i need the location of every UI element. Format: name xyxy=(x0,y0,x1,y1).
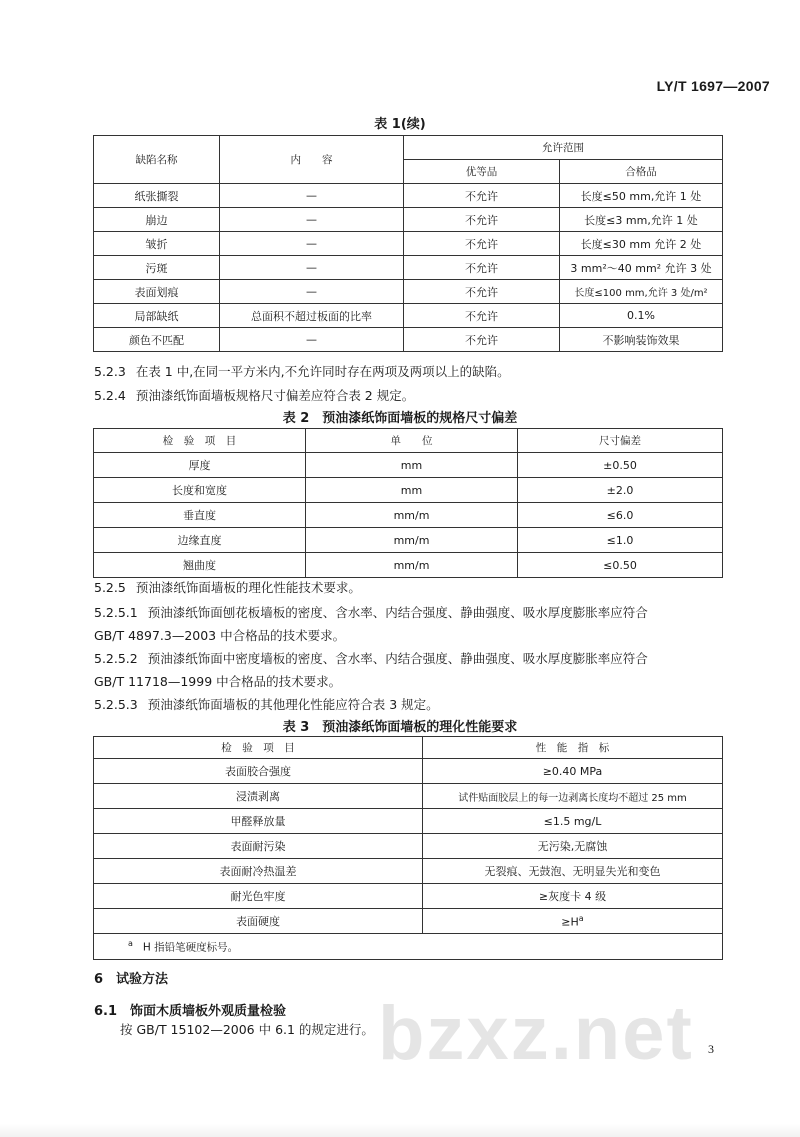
indicator-cell: ≤1.5 mg/L xyxy=(423,809,723,834)
clause-number: 5.2.4 xyxy=(94,388,126,403)
defect-name-cell: 局部缺纸 xyxy=(94,304,220,328)
premium-cell: 不允许 xyxy=(404,256,560,280)
table1-col-allowed-range: 允许范围 xyxy=(404,136,723,160)
table1 xyxy=(93,135,723,352)
deviation-cell: ≤0.50 xyxy=(518,553,723,578)
content-cell: — xyxy=(220,280,404,304)
table-row xyxy=(94,784,723,809)
table3-col-item: 检 验 项 目 xyxy=(94,737,423,759)
table3-caption: 表 3 预油漆纸饰面墙板的理化性能要求 xyxy=(282,720,518,735)
item-cell: 浸渍剥离 xyxy=(94,784,423,809)
clause-5-2-5 xyxy=(94,576,730,600)
table-row xyxy=(94,280,723,304)
item-cell: 垂直度 xyxy=(94,503,306,528)
table2-caption: 表 2 预油漆纸饰面墙板的规格尺寸偏差 xyxy=(282,411,518,426)
qualified-cell: 长度≤3 mm,允许 1 处 xyxy=(560,208,723,232)
indicator-value: ≥H xyxy=(561,915,579,929)
content-cell: — xyxy=(220,208,404,232)
clause-text: 预油漆纸饰面墙板的其他理化性能应符合表 3 规定。 xyxy=(147,697,439,712)
unit-cell: mm/m xyxy=(306,503,518,528)
qualified-cell: 长度≤100 mm,允许 3 处/m² xyxy=(560,280,723,304)
table-row xyxy=(94,208,723,232)
table-row xyxy=(94,553,723,578)
table2-col-deviation: 尺寸偏差 xyxy=(518,429,723,453)
table1-caption: 表 1(续) xyxy=(374,117,426,132)
deviation-cell: ≤1.0 xyxy=(518,528,723,553)
table-row xyxy=(94,328,723,352)
clause-text: 预油漆纸饰面墙板的理化性能技术要求。 xyxy=(135,580,361,595)
table1-col-content: 内 容 xyxy=(220,136,404,184)
clause-5-2-5-2-cont: GB/T 11718—1999 中合格品的技术要求。 xyxy=(94,674,342,689)
table1-col-defect-name: 缺陷名称 xyxy=(94,136,220,184)
item-cell: 甲醛释放量 xyxy=(94,809,423,834)
qualified-cell: 3 mm²～40 mm² 允许 3 处 xyxy=(560,256,723,280)
clause-text-line1: 预油漆纸饰面中密度墙板的密度、含水率、内结合强度、静曲强度、吸水厚度膨胀率应符合 xyxy=(147,651,648,666)
content-cell: — xyxy=(220,184,404,208)
table2-col-item: 检 验 项 目 xyxy=(94,429,306,453)
indicator-cell: 无裂痕、无鼓泡、无明显失光和变色 xyxy=(423,859,723,884)
content-cell: — xyxy=(220,232,404,256)
table2-col-unit: 单 位 xyxy=(306,429,518,453)
premium-cell: 不允许 xyxy=(404,328,560,352)
premium-cell: 不允许 xyxy=(404,280,560,304)
qualified-cell: 长度≤30 mm 允许 2 处 xyxy=(560,232,723,256)
unit-cell: mm xyxy=(306,453,518,478)
item-cell: 厚度 xyxy=(94,453,306,478)
section-6-title: 6 试验方法 xyxy=(94,972,169,987)
item-cell: 表面硬度 xyxy=(94,909,423,934)
table-row xyxy=(94,184,723,208)
table-footnote-row xyxy=(94,934,723,960)
table-row xyxy=(94,909,723,934)
watermark: bzxz.net xyxy=(378,991,694,1076)
indicator-cell: 试件贴面胶层上的每一边剥离长度均不超过 25 mm xyxy=(423,784,723,809)
qualified-cell: 长度≤50 mm,允许 1 处 xyxy=(560,184,723,208)
table-row xyxy=(94,809,723,834)
standard-code: LY/T 1697—2007 xyxy=(656,78,770,94)
table-row xyxy=(94,232,723,256)
clause-5-2-5-1-cont: GB/T 4897.3—2003 中合格品的技术要求。 xyxy=(94,628,346,643)
clause-number: 5.2.5.2 xyxy=(94,651,138,666)
clause-5-2-5-3 xyxy=(94,693,730,717)
table3 xyxy=(93,736,723,960)
clause-5-2-3 xyxy=(94,360,730,384)
clause-number: 5.2.3 xyxy=(94,364,126,379)
item-cell: 长度和宽度 xyxy=(94,478,306,503)
table2 xyxy=(93,428,723,578)
deviation-cell: ≤6.0 xyxy=(518,503,723,528)
unit-cell: mm/m xyxy=(306,553,518,578)
scan-edge xyxy=(0,1124,800,1137)
indicator-cell: ≥0.40 MPa xyxy=(423,759,723,784)
table-row xyxy=(94,859,723,884)
table1-col-premium: 优等品 xyxy=(404,160,560,184)
defect-name-cell: 表面划痕 xyxy=(94,280,220,304)
unit-cell: mm xyxy=(306,478,518,503)
clause-text: 预油漆纸饰面墙板规格尺寸偏差应符合表 2 规定。 xyxy=(135,388,415,403)
item-cell: 耐光色牢度 xyxy=(94,884,423,909)
clause-5-2-5-1 xyxy=(94,601,730,625)
item-cell: 表面胶合强度 xyxy=(94,759,423,784)
footnote-ref: a xyxy=(578,913,584,923)
table-row xyxy=(94,884,723,909)
table3-footnote xyxy=(94,934,723,960)
clause-text-line1: 预油漆纸饰面刨花板墙板的密度、含水率、内结合强度、静曲强度、吸水厚度膨胀率应符合 xyxy=(147,605,648,620)
clause-number: 5.2.5 xyxy=(94,580,126,595)
defect-name-cell: 崩边 xyxy=(94,208,220,232)
defect-name-cell: 污斑 xyxy=(94,256,220,280)
footnote-text: H 指铅笔硬度标号。 xyxy=(142,941,239,954)
table-row xyxy=(94,528,723,553)
deviation-cell: ±2.0 xyxy=(518,478,723,503)
table3-col-indicator: 性 能 指 标 xyxy=(423,737,723,759)
unit-cell: mm/m xyxy=(306,528,518,553)
clause-5-2-5-2 xyxy=(94,647,730,671)
table-row xyxy=(94,478,723,503)
table-row xyxy=(94,304,723,328)
table-row xyxy=(94,759,723,784)
content-cell: — xyxy=(220,328,404,352)
item-cell: 表面耐污染 xyxy=(94,834,423,859)
content-cell: 总面积不超过板面的比率 xyxy=(220,304,404,328)
section-6-1-title: 6.1 饰面木质墙板外观质量检验 xyxy=(94,1004,287,1019)
table-row xyxy=(94,453,723,478)
qualified-cell: 0.1% xyxy=(560,304,723,328)
table-row xyxy=(94,834,723,859)
premium-cell: 不允许 xyxy=(404,232,560,256)
premium-cell: 不允许 xyxy=(404,184,560,208)
defect-name-cell: 颜色不匹配 xyxy=(94,328,220,352)
item-cell: 翘曲度 xyxy=(94,553,306,578)
indicator-cell: ≥灰度卡 4 级 xyxy=(423,884,723,909)
clause-text: 在表 1 中,在同一平方米内,不允许同时存在两项及两项以上的缺陷。 xyxy=(135,364,510,379)
clause-5-2-4 xyxy=(94,384,730,408)
premium-cell: 不允许 xyxy=(404,208,560,232)
defect-name-cell: 纸张撕裂 xyxy=(94,184,220,208)
content-cell: — xyxy=(220,256,404,280)
footnote-mark: a xyxy=(128,938,133,948)
defect-name-cell: 皱折 xyxy=(94,232,220,256)
table1-col-qualified: 合格品 xyxy=(560,160,723,184)
table-row xyxy=(94,256,723,280)
table-row xyxy=(94,503,723,528)
clause-number: 5.2.5.1 xyxy=(94,605,138,620)
item-cell: 表面耐冷热温差 xyxy=(94,859,423,884)
section-6-1-body: 按 GB/T 15102—2006 中 6.1 的规定进行。 xyxy=(120,1022,374,1037)
premium-cell: 不允许 xyxy=(404,304,560,328)
qualified-cell: 不影响装饰效果 xyxy=(560,328,723,352)
deviation-cell: ±0.50 xyxy=(518,453,723,478)
indicator-cell: 无污染,无腐蚀 xyxy=(423,834,723,859)
indicator-cell xyxy=(423,909,723,934)
page-number: 3 xyxy=(708,1042,714,1056)
item-cell: 边缘直度 xyxy=(94,528,306,553)
clause-number: 5.2.5.3 xyxy=(94,697,138,712)
